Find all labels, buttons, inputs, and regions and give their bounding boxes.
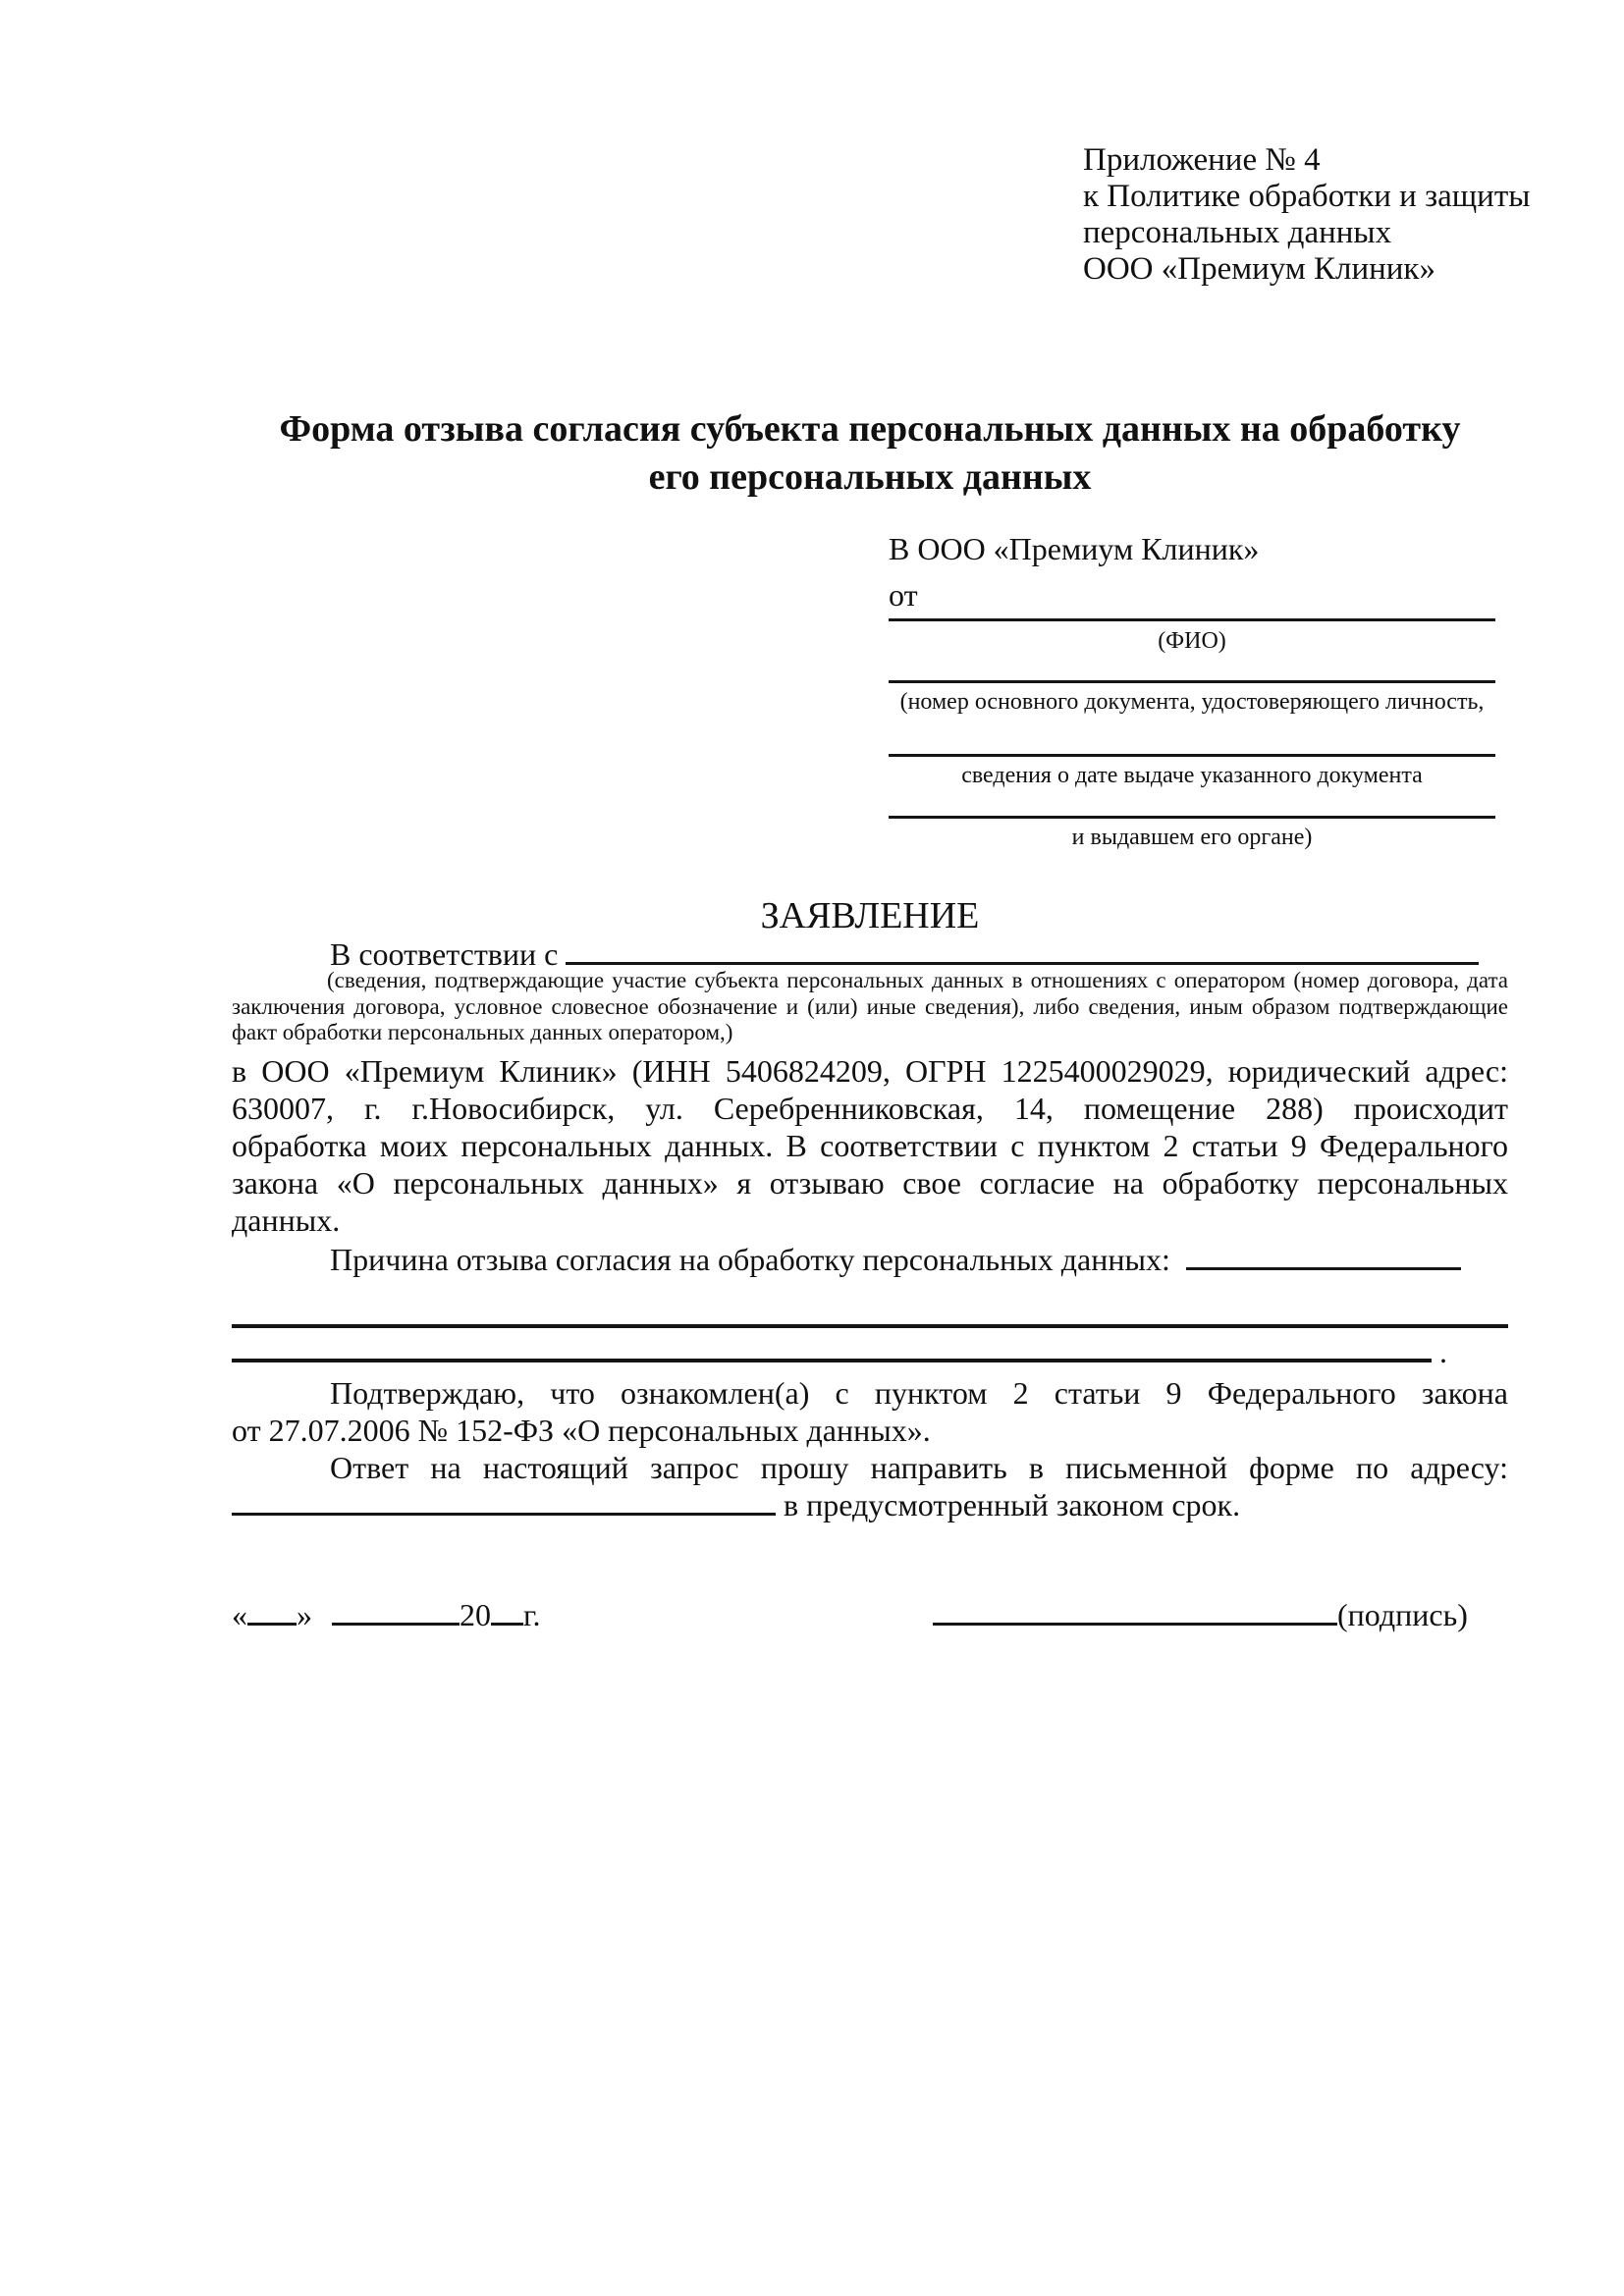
- confirm-line: Подтверждаю, что ознакомлен(а) с пунктом 2 статьи 9 Федерального закона: [330, 1375, 1508, 1411]
- signature-row: [933, 1596, 1468, 1633]
- month-blank-line: [332, 1623, 460, 1626]
- quote-close: »: [297, 1597, 312, 1632]
- document-number-caption: (номер основного документа, удостоверяющего личность,: [899, 689, 1485, 715]
- signature-caption: (подпись): [1337, 1597, 1468, 1632]
- issuing-authority-blank-line: [889, 816, 1495, 819]
- body-line: данных.: [232, 1202, 341, 1238]
- body-line: 630007, г. г.Новосибирск, ул. Серебренниковская, 14, помещение 288) происходит: [232, 1091, 1508, 1126]
- appendix-line: ООО «Премиум Клиник»: [1083, 251, 1435, 287]
- period-mark: .: [1439, 1334, 1447, 1369]
- appendix-line: персональных данных: [1083, 215, 1392, 250]
- body-line: закона «О персональных данных» я отзываю свое согласие на обработку персональных: [232, 1165, 1508, 1201]
- reason-line: [232, 1241, 1508, 1278]
- reply-address-blank-line: [232, 1513, 776, 1516]
- day-blank-line: [247, 1623, 297, 1626]
- reply-address-line: [232, 1486, 1508, 1523]
- reason-blank-line-3: [232, 1333, 1508, 1370]
- appendix-line: к Политике обработки и защиты: [1083, 179, 1531, 214]
- signature-blank-line: [933, 1623, 1337, 1626]
- recipient-from-label: от: [889, 577, 918, 613]
- year-blank-line: [491, 1623, 523, 1626]
- reason-blank-line-3-rule: [232, 1359, 1432, 1362]
- issue-date-blank-line: [889, 754, 1495, 757]
- date-row: [232, 1596, 541, 1633]
- reason-label: Причина отзыва согласия на обработку персональных данных:: [330, 1242, 1170, 1277]
- fio-caption: (ФИО): [1158, 628, 1226, 654]
- document-number-blank-line: [889, 680, 1495, 683]
- issuing-authority-caption: и выдавшем его органе): [1071, 825, 1313, 850]
- year-prefix: 20: [460, 1597, 491, 1632]
- reason-blank-line: [1186, 1267, 1461, 1270]
- quote-open: «: [232, 1597, 247, 1632]
- issue-date-caption: сведения о дате выдаче указанного документа: [961, 763, 1423, 788]
- intro-prefix: В соответствии с: [330, 936, 559, 972]
- page-title-line1: Форма отзыва согласия субъекта персональных данных на обработку: [279, 408, 1461, 450]
- page-title-line2: его персональных данных: [648, 456, 1092, 498]
- recipient-to: В ООО «Премиум Клиник»: [889, 531, 1260, 566]
- footnote-text: (сведения, подтверждающие участие субъекта персональных данных в отношениях с оператором (номер договора, дата заключения договора, условное словесное обозначение и (или) иные сведения), либо сведения, иным образом подтверждающие факт обработки персональных данных оператором,): [232, 968, 1508, 1044]
- year-genitive: г.: [523, 1597, 541, 1632]
- body-line: в ООО «Премиум Клиник» (ИНН 5406824209, ОГРН 1225400029029, юридический адрес:: [232, 1053, 1508, 1089]
- confirm-line: от 27.07.2006 № 152-ФЗ «О персональных данных».: [232, 1413, 931, 1448]
- reason-blank-line-2: [232, 1324, 1508, 1328]
- fio-blank-line: [889, 618, 1495, 621]
- reply-suffix: в предусмотренный законом срок.: [784, 1487, 1241, 1522]
- body-line: обработка моих персональных данных. В соответствии с пунктом 2 статьи 9 Федерального: [232, 1128, 1508, 1163]
- appendix-block: [1083, 142, 1530, 288]
- intro-blank-line: [566, 962, 1479, 965]
- appendix-line: Приложение № 4: [1083, 142, 1321, 178]
- statement-heading: ЗАЯВЛЕНИЕ: [760, 895, 980, 936]
- reply-line: Ответ на настоящий запрос прошу направить в письменной форме по адресу:: [330, 1450, 1508, 1485]
